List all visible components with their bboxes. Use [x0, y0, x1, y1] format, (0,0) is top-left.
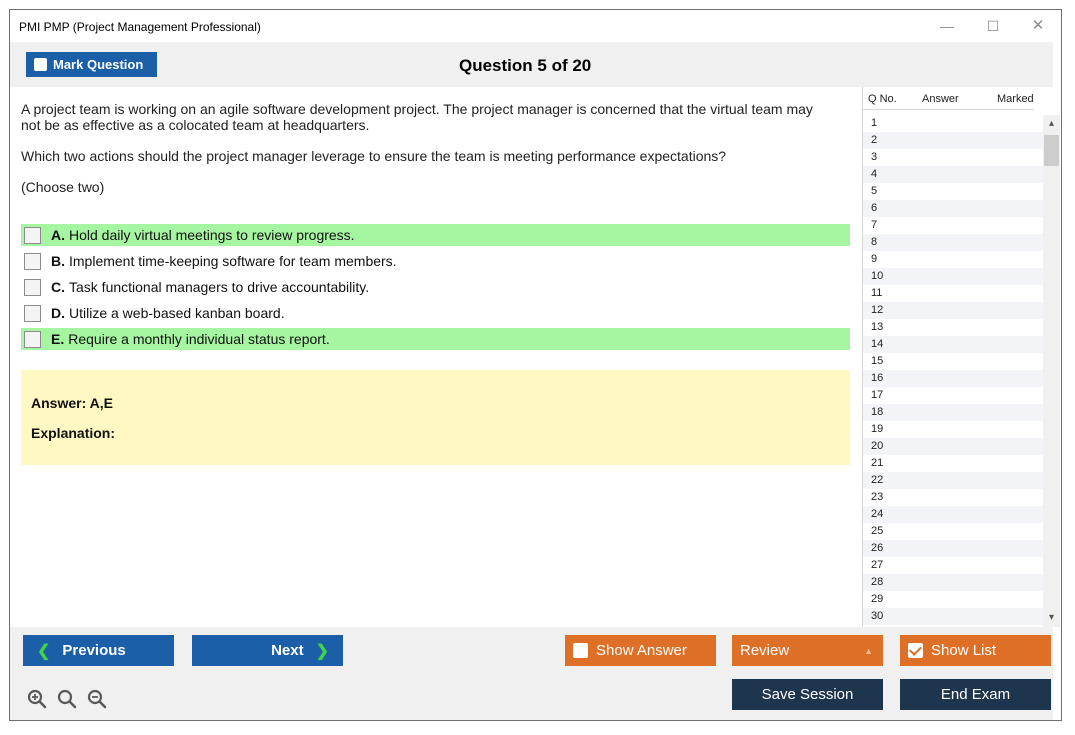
question-list-row[interactable]: 6	[863, 200, 1044, 217]
close-button[interactable]: ✕	[1031, 17, 1045, 34]
column-header-marked: Marked	[997, 93, 1034, 105]
question-list-row[interactable]: 12	[863, 302, 1044, 319]
question-list-row[interactable]: 22	[863, 472, 1044, 489]
option-text: Utilize a web-based kanban board.	[69, 305, 285, 321]
option-letter: B.	[51, 253, 65, 269]
question-list-header	[863, 87, 1034, 110]
question-list-row[interactable]: 16	[863, 370, 1044, 387]
option-checkbox[interactable]	[24, 305, 41, 322]
review-label: Review	[740, 642, 790, 659]
answer-text: Answer: A,E	[31, 395, 113, 411]
option-a[interactable]	[21, 224, 850, 246]
question-list-row[interactable]: 27	[871, 559, 884, 571]
show-answer-label: Show Answer	[596, 642, 687, 659]
question-list-row[interactable]: 23	[871, 491, 884, 503]
option-checkbox[interactable]	[24, 253, 41, 270]
question-list-row[interactable]: 5	[871, 185, 878, 197]
explanation-label: Explanation:	[31, 425, 116, 441]
previous-label: Previous	[62, 642, 126, 659]
show-answer-checkbox[interactable]	[573, 643, 588, 658]
question-text: A project team is working on an agile software development project. The project manager is concerned that the virtual team may not be as effective as a colocated team at headquarters.	[21, 101, 813, 133]
end-exam-button[interactable]	[900, 679, 1051, 710]
option-c[interactable]	[21, 276, 850, 298]
option-e[interactable]	[21, 328, 850, 350]
question-list-row[interactable]: 26	[863, 540, 1044, 557]
question-list-row[interactable]: 3	[871, 151, 878, 163]
question-list-row[interactable]: 25	[871, 525, 884, 537]
question-list-row[interactable]: 29	[871, 593, 884, 605]
column-header-answer: Answer	[922, 93, 959, 105]
option-letter: A.	[51, 227, 65, 243]
chevron-right-icon: ❯	[315, 642, 329, 660]
question-list-row[interactable]: 24	[863, 506, 1044, 523]
question-pane	[10, 87, 862, 627]
choose-instruction: (Choose two)	[21, 179, 105, 195]
show-list-label: Show List	[931, 642, 997, 659]
question-list-panel	[862, 87, 1034, 627]
column-header-qno: Q No.	[868, 93, 897, 105]
question-counter: Question 5 of 20	[459, 56, 592, 75]
option-checkbox[interactable]	[24, 331, 41, 348]
option-letter: C.	[51, 279, 65, 295]
previous-button[interactable]	[23, 635, 174, 666]
question-list-row[interactable]: 17	[871, 389, 884, 401]
mark-question-button[interactable]	[26, 52, 157, 77]
option-letter: D.	[51, 305, 65, 321]
option-checkbox[interactable]	[24, 227, 41, 244]
minimize-button[interactable]: —	[940, 18, 954, 34]
option-checkbox[interactable]	[24, 279, 41, 296]
chevron-left-icon: ❮	[37, 642, 51, 660]
question-list-row[interactable]: 19	[871, 423, 884, 435]
question-list-row[interactable]: 21	[871, 457, 884, 469]
question-list-row[interactable]: 13	[871, 321, 884, 333]
save-session-button[interactable]	[732, 679, 883, 710]
option-text: Implement time-keeping software for team members.	[69, 253, 397, 269]
question-list-row[interactable]: 10	[863, 268, 1044, 285]
question-list-row[interactable]: 11	[871, 287, 883, 299]
question-list-row[interactable]: 18	[863, 404, 1044, 421]
question-list-row[interactable]: 4	[863, 166, 1044, 183]
option-letter: E.	[51, 331, 65, 347]
show-list-button[interactable]	[900, 635, 1051, 666]
mark-question-label: Mark Question	[53, 57, 144, 72]
question-list-row[interactable]: 7	[871, 219, 878, 231]
question-list-row[interactable]: 28	[863, 574, 1044, 591]
caret-up-icon: ▲	[864, 645, 873, 656]
question-prompt: Which two actions should the project manager leverage to ensure the team is meeting performance expectations?	[21, 148, 727, 164]
option-b[interactable]	[21, 250, 850, 272]
title-bar	[10, 10, 1061, 42]
answer-panel	[21, 370, 850, 465]
end-exam-label: End Exam	[940, 686, 1011, 703]
question-header	[10, 42, 1053, 87]
footer-toolbar	[10, 627, 1053, 721]
option-d[interactable]	[21, 302, 850, 324]
question-list-scrollbar[interactable]	[1043, 115, 1060, 627]
show-list-checkbox[interactable]	[908, 643, 923, 658]
save-session-label: Save Session	[761, 686, 854, 703]
option-text: Task functional managers to drive accountability.	[69, 279, 370, 295]
zoom-in-icon[interactable]	[27, 689, 47, 709]
next-label: Next	[271, 642, 304, 659]
scroll-up-icon[interactable]: ▴	[1048, 118, 1055, 129]
question-list-row[interactable]: 30	[863, 608, 1044, 625]
question-list-row[interactable]: 9	[871, 253, 878, 265]
scrollbar-thumb[interactable]	[1044, 135, 1059, 166]
exam-window	[9, 9, 1062, 721]
question-list-rows	[863, 115, 1044, 625]
question-list-row[interactable]: 1	[871, 117, 878, 129]
show-answer-button[interactable]	[565, 635, 716, 666]
window-title: PMI PMP (Project Management Professional)	[19, 20, 261, 34]
scroll-down-icon[interactable]: ▾	[1048, 612, 1055, 623]
question-list-row[interactable]: 8	[863, 234, 1044, 251]
option-text: Hold daily virtual meetings to review progress.	[69, 227, 355, 243]
mark-question-checkbox[interactable]	[34, 58, 47, 71]
zoom-out-icon[interactable]	[87, 689, 107, 709]
zoom-reset-icon[interactable]	[57, 689, 77, 709]
option-text: Require a monthly individual status report.	[68, 331, 330, 347]
maximize-button[interactable]: ☐	[986, 18, 1000, 34]
question-list-row[interactable]: 15	[871, 355, 884, 367]
review-dropdown[interactable]	[732, 635, 883, 666]
question-list-row[interactable]: 20	[863, 438, 1044, 455]
question-list-row[interactable]: 14	[863, 336, 1044, 353]
next-button[interactable]	[192, 635, 343, 666]
question-list-row[interactable]: 2	[863, 132, 1044, 149]
